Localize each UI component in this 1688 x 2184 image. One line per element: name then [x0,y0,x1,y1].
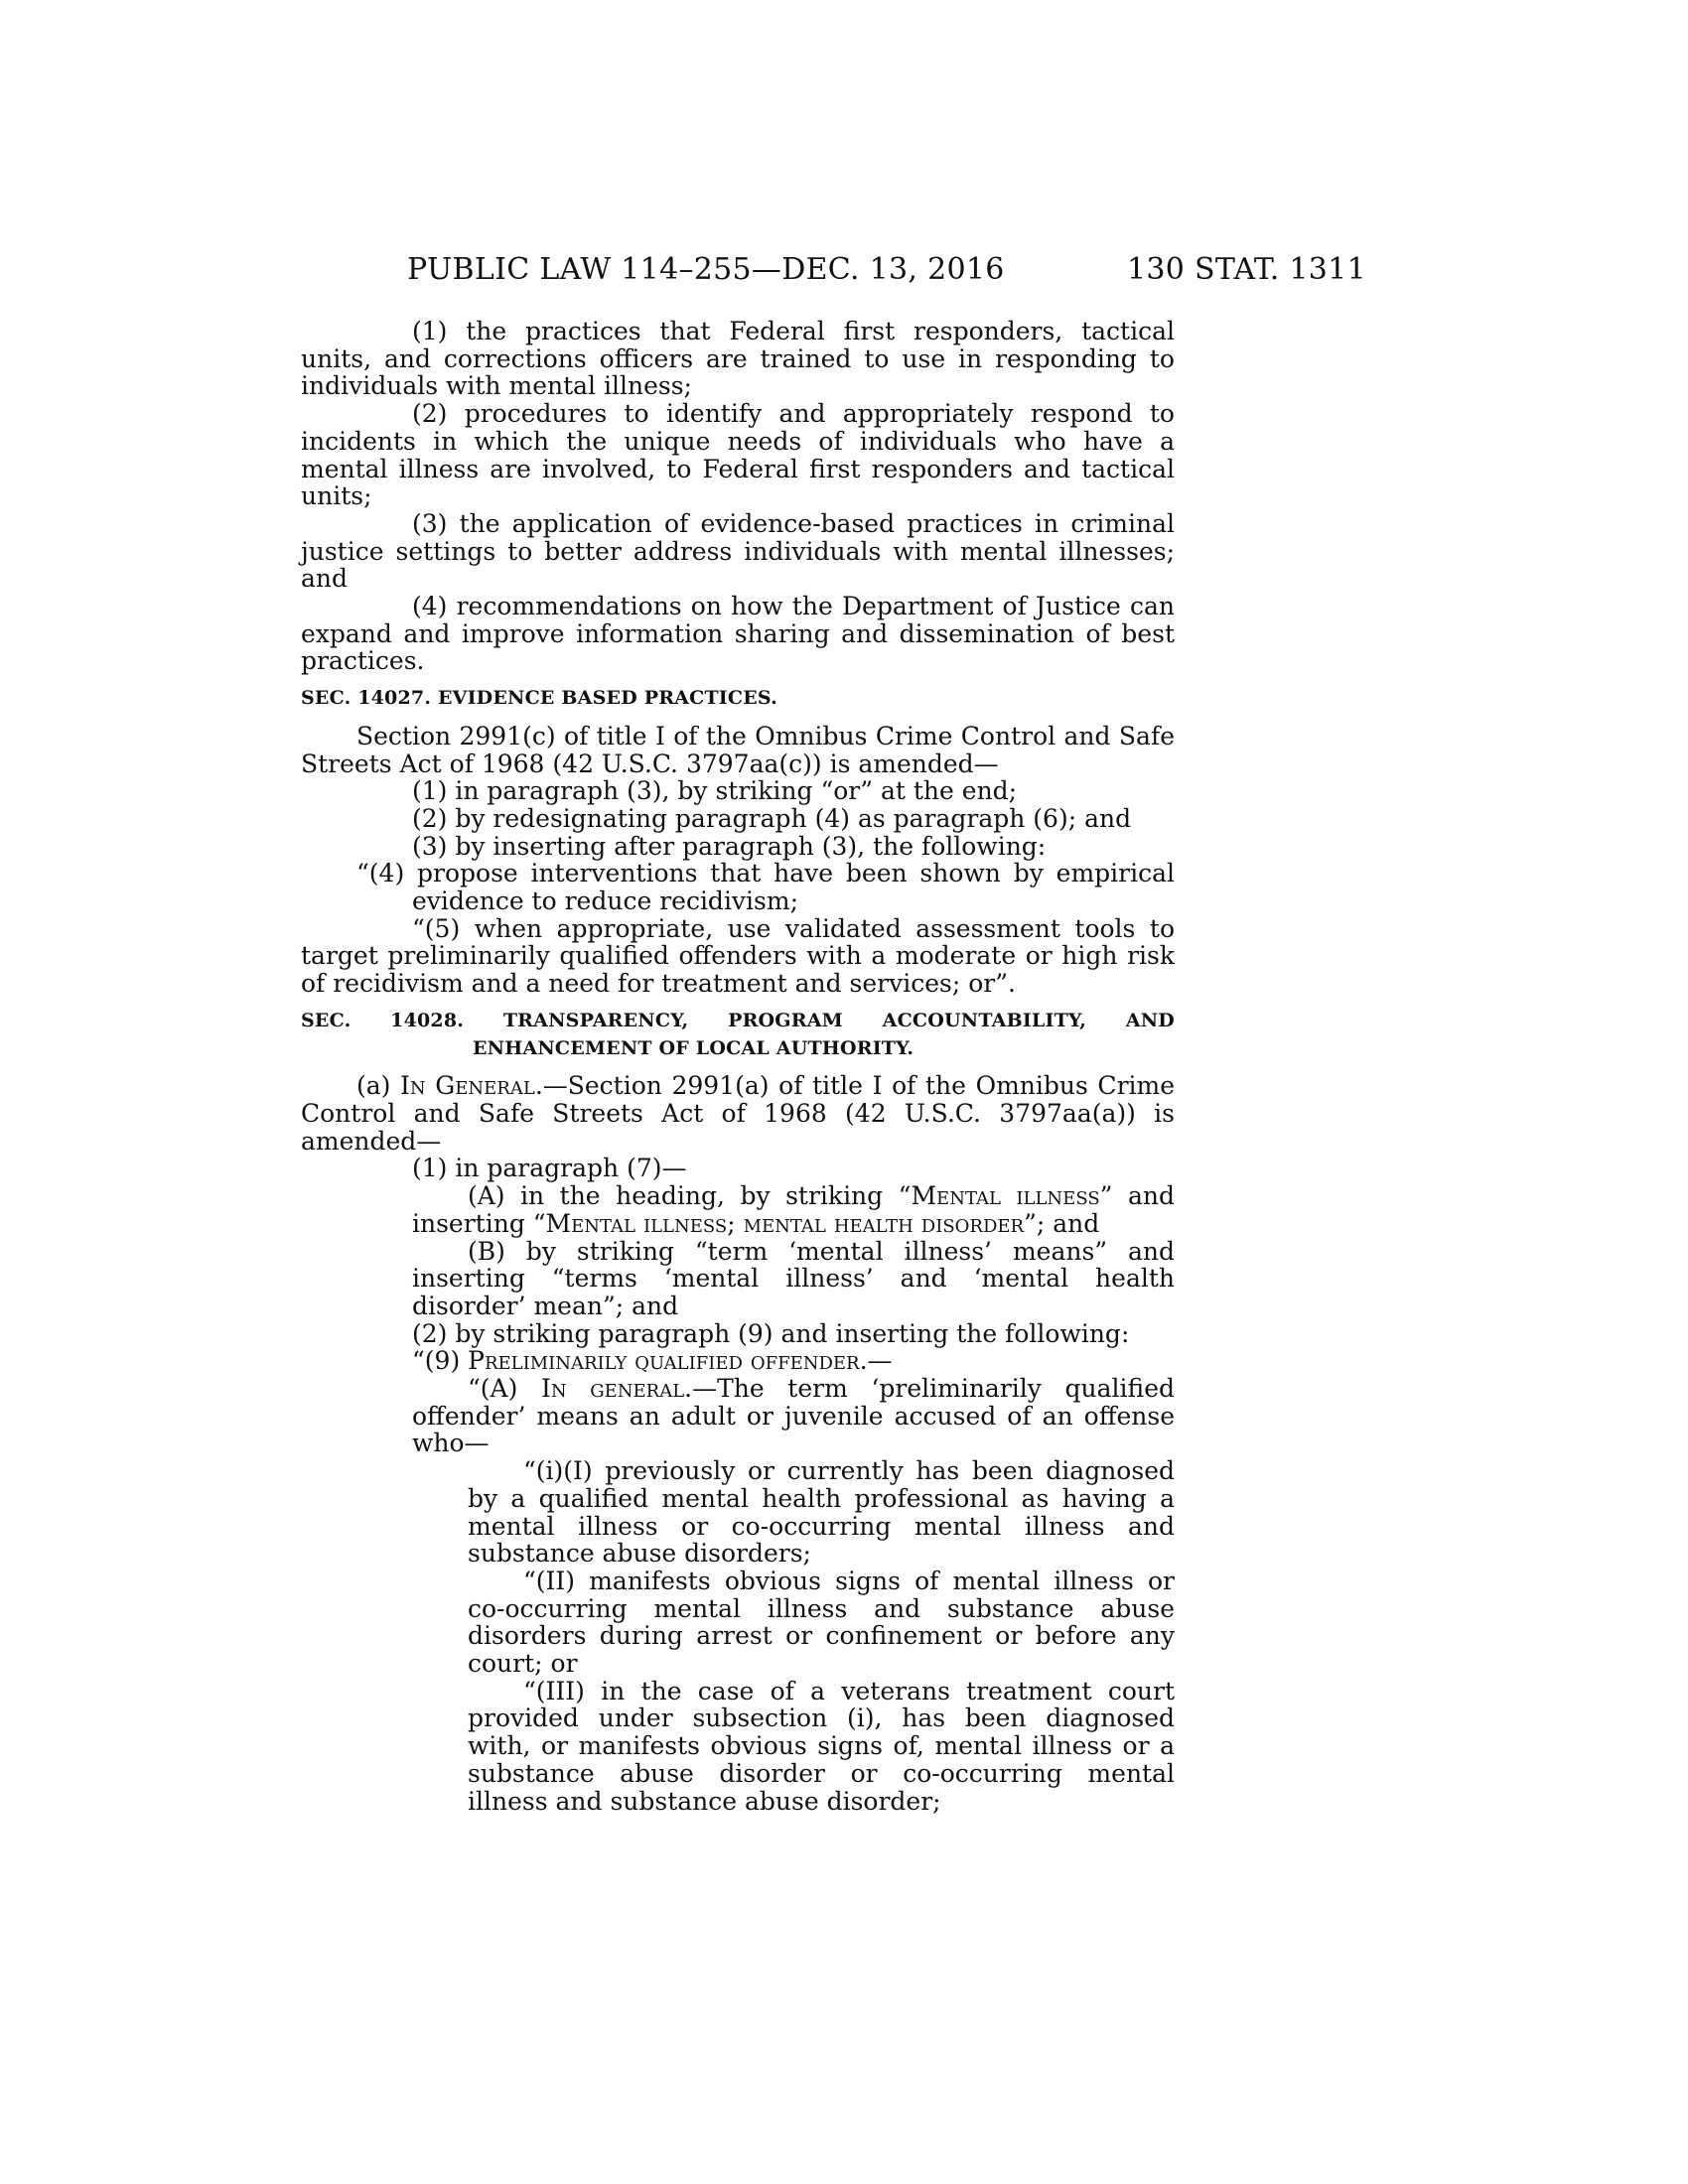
item-A-smallcaps-1: Mental illness [911,1181,1100,1211]
quoted-clause-i-I: “(i)(I) previously or currently has been diagnosed by a qualified mental health professional as having a mental illness or co-occurring mental illness and substance abuse disorders; [468,1456,1175,1569]
quoted-clause-III: “(III) in the case of a veterans treatment court provided under subsection (i), has been diagnosed with, or manifests obvious signs of, mental illness or a substance abuse disorder or co-occurring mental illness and substance abuse disorder; [468,1676,1175,1816]
section-heading-14028-line-2: ENHANCEMENT OF LOCAL AUTHORITY. [473,1036,914,1059]
section-heading-14027: SEC. 14027. EVIDENCE BASED PRACTICES. [301,687,777,710]
section-14027-intro: Section 2991(c) of title I of the Omnibus Crime Control and Safe Streets Act of 1968 (42 U.S.C. 3797aa(c)) is amended— [301,721,1175,778]
header-page-number: 130 STAT. 1311 [1127,252,1366,287]
paragraph-3: (3) the application of evidence-based practices in criminal justice settings to better address individuals with mental illnesses; and [301,508,1175,594]
section-heading-word-3: ACCOUNTABILITY, [882,1009,1087,1031]
item-A-smallcaps-2: Mental illness; mental health disorder [545,1208,1025,1238]
section-heading-word-2: PROGRAM [728,1009,843,1031]
subsection-a-label: (a) [356,1071,401,1101]
subsection-a [301,1072,1175,1155]
section-14027-item-3: (3) by inserting after paragraph (3), the following: [412,831,1047,861]
document-body [301,318,1175,1815]
section-14027-item-2: (2) by redesignating paragraph (4) as paragraph (6); and [412,803,1132,833]
section-heading-word-1: TRANSPARENCY, [502,1009,689,1031]
quoted-subparagraph-A [301,1375,1175,1457]
quoted-paragraph-9 [301,1347,1175,1375]
quoted-A-label: “(A) [468,1374,541,1404]
quoted-clause-II: “(II) manifests obvious signs of mental illness or co-occurring mental illness and substance abuse disorders during arrest or confinement or before any court; or [468,1566,1175,1679]
subsection-a-item-1-B: (B) by striking “term ‘mental illness’ means” and inserting “terms ‘mental illness’ and ‘mental health disorder’ mean”; and [412,1236,1175,1320]
quoted-A-text: .—The term ‘preliminarily qualified offender’ means an adult or juvenile accused of an offense who— [412,1374,1175,1458]
quoted-A-caption: In general [540,1374,685,1404]
item-A-text-3: ”; and [1024,1208,1100,1238]
section-14027-item-1: (1) in paragraph (3), by striking “or” at the end; [412,776,1018,806]
paragraph-2: (2) procedures to identify and appropriately respond to incidents in which the unique needs of individuals who have a mental illness are involved, to Federal first responders and tactical units; [301,399,1175,511]
quoted-9-caption: Preliminarily qualified offender [468,1346,860,1376]
subsection-a-caption: In General [400,1071,535,1101]
item-A-text-2: ” and inserting “ [412,1181,1175,1238]
section-heading-number: 14028. [390,1009,465,1031]
paragraph-1: (1) the practices that Federal first responders, tactical units, and corrections officers are trained to use in responding to individuals with mental illness; [301,317,1175,401]
section-heading-sec: SEC. [301,1009,352,1031]
subsection-a-item-2: (2) by striking paragraph (9) and inserting the following: [412,1318,1130,1348]
subsection-a-item-1-A [301,1182,1175,1237]
quoted-9-label: “(9) [412,1346,469,1376]
header-title: PUBLIC LAW 114–255—DEC. 13, 2016 [407,252,1005,287]
subsection-a-item-1: (1) in paragraph (7)— [412,1154,687,1183]
item-A-text-1: (A) in the heading, by striking “ [468,1181,912,1211]
section-14027-quote-5: “(5) when appropriate, use validated assessment tools to target preliminarily qualified offenders with a moderate or high risk of recidivism and a need for treatment and services; or”. [301,913,1175,999]
section-heading-14028 [301,1008,1175,1035]
paragraph-4: (4) recommendations on how the Department of Justice can expand and improve information sharing and dissemination of best practices. [301,592,1175,676]
section-14027-quote-4: “(4) propose interventions that have been shown by empirical evidence to reduce recidivism; [356,859,1175,916]
subsection-a-text: .—Section 2991(a) of title I of the Omnibus Crime Control and Safe Streets Act of 1968 (42 U.S.C. 3797aa(a)) is amended— [301,1071,1176,1156]
section-heading-word-4: AND [1125,1009,1175,1031]
quoted-9-dash: .— [859,1346,893,1376]
running-header [0,250,1688,290]
